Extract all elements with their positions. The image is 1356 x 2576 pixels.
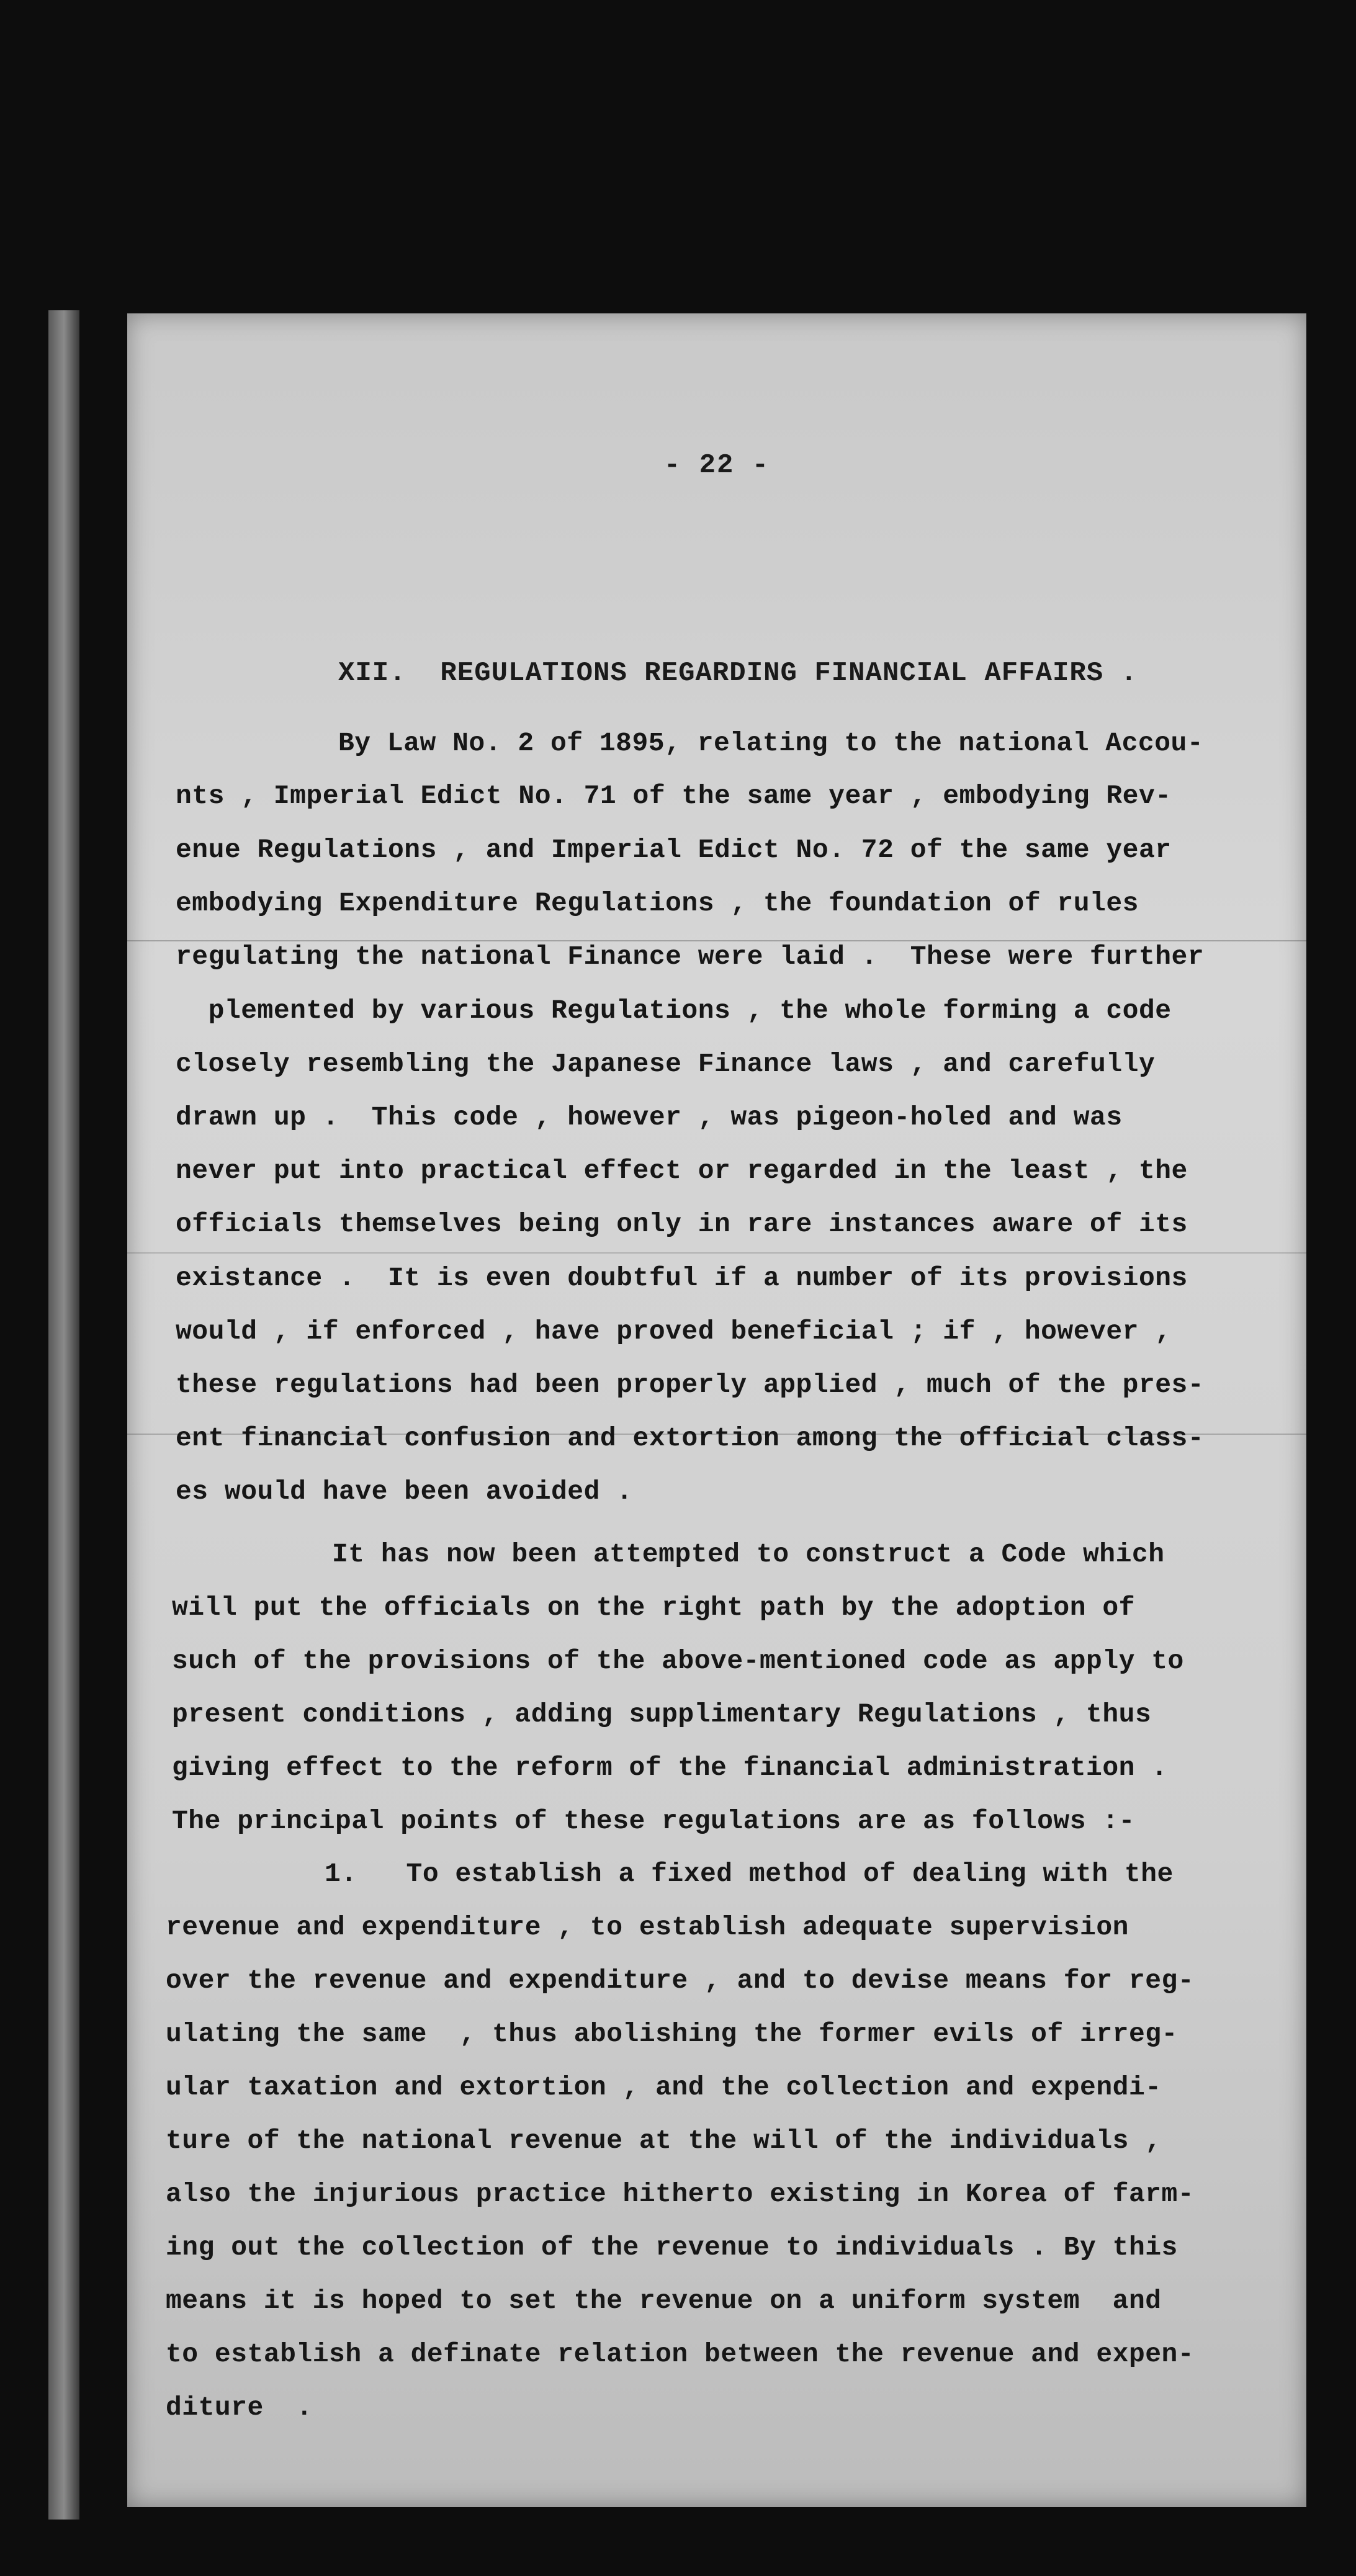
paragraph-line: enue Regulations , and Imperial Edict No. 72 of the same year [176,835,1172,865]
paragraph-line: over the revenue and expenditure , and to devise means for reg- [166,1965,1195,1996]
paragraph-line: ulating the same , thus abolishing the former evils of irreg- [166,2019,1178,2049]
film-edge [48,310,79,2520]
paragraph-line: ing out the collection of the revenue to individuals . By this [166,2232,1178,2263]
page-number: - 22 - [663,450,770,481]
paragraph-line: nts , Imperial Edict No. 71 of the same year , embodying Rev- [176,781,1172,811]
paragraph-line: giving effect to the reform of the financial administration . [172,1752,1168,1783]
scan-line [127,1252,1306,1254]
paragraph-line: means it is hoped to set the revenue on a uniform system and [166,2286,1162,2316]
paragraph-line: drawn up . This code , however , was pigeon-holed and was [176,1102,1123,1133]
paragraph-line: will put the officials on the right path by the adoption of [172,1592,1135,1623]
paragraph-line: ular taxation and extortion , and the collection and expendi- [166,2072,1162,2103]
paragraph-line: closely resembling the Japanese Finance laws , and carefully [176,1049,1156,1079]
paragraph-line: ent financial confusion and extortion among the official class- [176,1423,1205,1453]
document-page [127,313,1306,2507]
paragraph-line: existance . It is even doubtful if a number of its provisions [176,1263,1188,1293]
paragraph-line: present conditions , adding supplimentary Regulations , thus [172,1699,1152,1730]
list-item-number-line: 1. To establish a fixed method of dealing with the [325,1859,1174,1889]
paragraph-line: to establish a definate relation between the revenue and expen- [166,2339,1195,2369]
paragraph-line: By Law No. 2 of 1895, relating to the national Accou- [338,728,1204,758]
paragraph-line: es would have been avoided . [176,1476,633,1507]
paragraph-line: ture of the national revenue at the will of the individuals , [166,2125,1162,2156]
paragraph-line: such of the provisions of the above-mentioned code as apply to [172,1646,1184,1676]
paragraph-line: would , if enforced , have proved beneficial ; if , however , [176,1316,1172,1347]
paragraph-line: these regulations had been properly applied , much of the pres- [176,1370,1205,1400]
paragraph-line: plemented by various Regulations , the whole forming a code [176,995,1172,1026]
paragraph-line: It has now been attempted to construct a Code which [332,1539,1165,1569]
paragraph-line: never put into practical effect or regarded in the least , the [176,1156,1188,1186]
paragraph-line: embodying Expenditure Regulations , the foundation of rules [176,888,1139,918]
paragraph-line: regulating the national Finance were laid . These were further [176,941,1205,972]
paragraph-line: also the injurious practice hitherto existing in Korea of farm- [166,2179,1195,2209]
paragraph-line: revenue and expenditure , to establish adequate supervision [166,1912,1129,1942]
paragraph-line: diture . [166,2392,313,2423]
paragraph-line: The principal points of these regulations are as follows :- [172,1806,1135,1836]
paragraph-line: officials themselves being only in rare instances aware of its [176,1209,1188,1239]
section-heading: XII. REGULATIONS REGARDING FINANCIAL AFFAIRS . [338,658,1138,689]
